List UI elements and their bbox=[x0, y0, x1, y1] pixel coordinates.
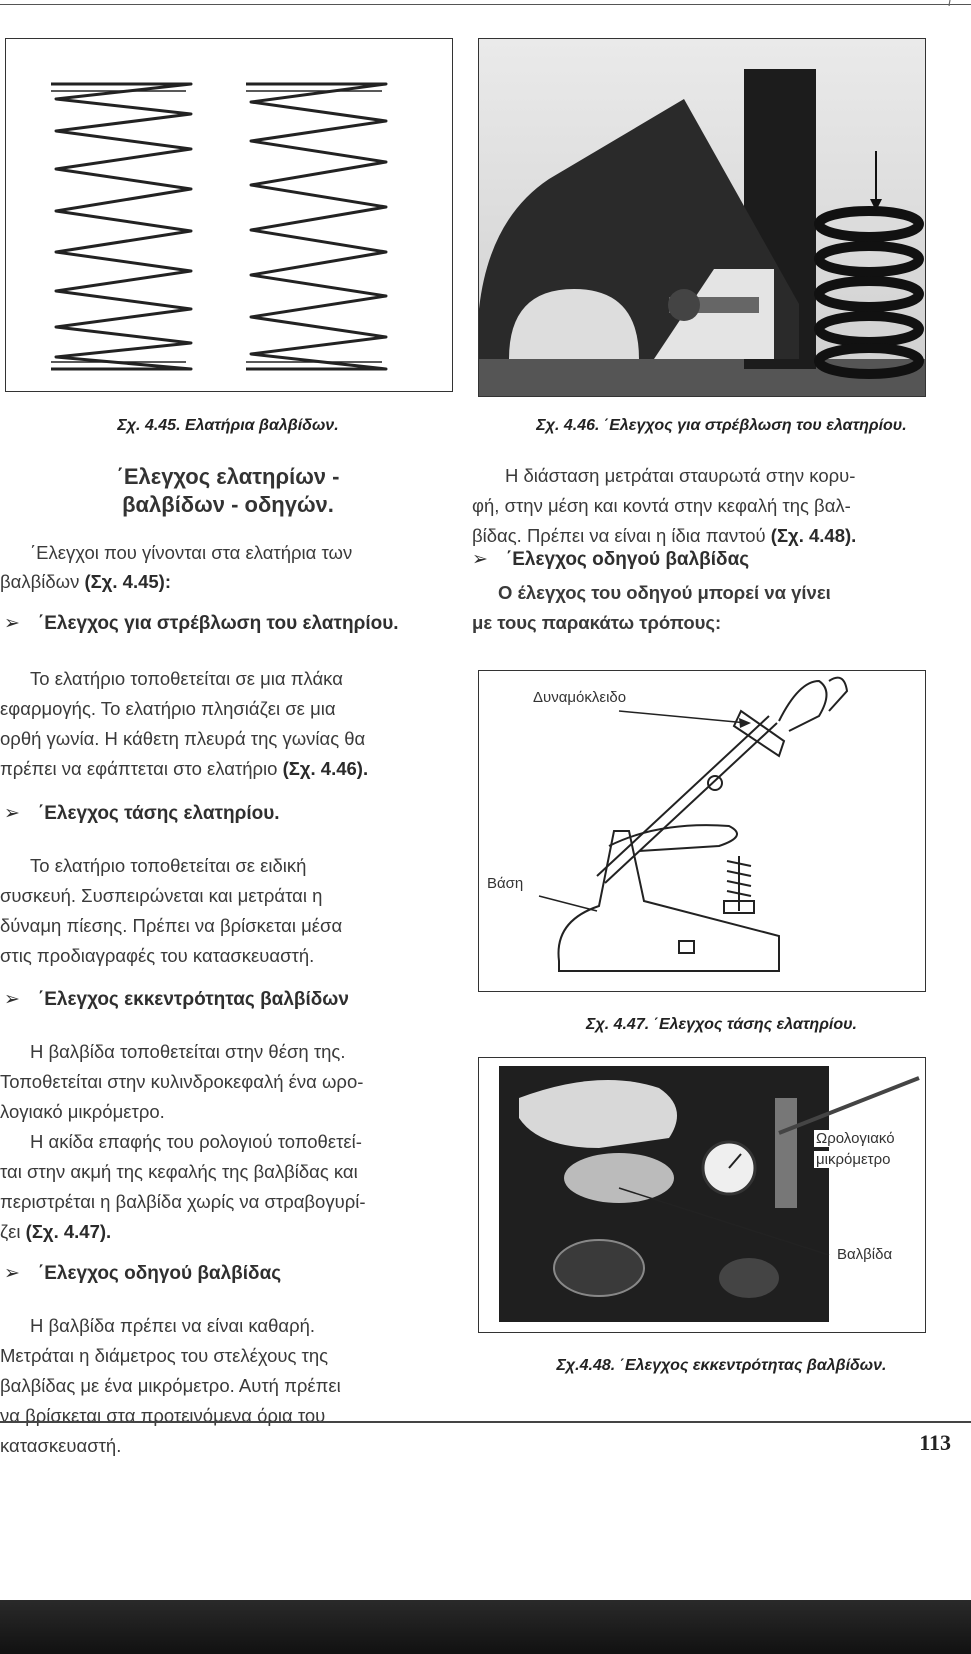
para-tension-line-1: Το ελατήριο τοποθετείται σε ειδική bbox=[30, 855, 307, 876]
para-guide-line-3: βαλβίδας με ένα μικρόμετρο. Αυτή πρέπει bbox=[0, 1375, 341, 1396]
para-guide-line-5: κατασκευαστή. bbox=[0, 1435, 122, 1456]
bullet-spring-tension bbox=[4, 802, 280, 825]
right-para-line-2: φή, στην μέση και κοντά στην κεφαλή της βαλ- bbox=[472, 495, 851, 516]
section-heading-line-1: ΄Ελεγχος ελατηρίων - bbox=[116, 464, 340, 489]
para-guide-line-2: Μετράται η διάμετρος του στελέχους της bbox=[0, 1345, 329, 1366]
figure-valve-runout-photo bbox=[478, 1057, 926, 1333]
figure-ref: (Σχ. 4.46). bbox=[282, 758, 369, 779]
para-runout-line-6: περιστρέται η βαλβίδα χωρίς να στραβογυρί- bbox=[0, 1191, 366, 1212]
right-bold-line-1: Ο έλεγχος του οδηγού μπορεί να γίνει bbox=[498, 582, 831, 603]
para-runout-line-7 bbox=[0, 1217, 111, 1246]
para-runout-line-4: Η ακίδα επαφής του ρολογιού τοποθετεί- bbox=[30, 1131, 362, 1152]
para-text: πρέπει να εφάπτεται στο ελατήριο bbox=[0, 758, 283, 779]
para-tension-line-4: στις προδιαγραφές του κατασκευαστή. bbox=[0, 945, 315, 966]
para-text: βίδας. Πρέπει να είναι η ίδια παντού bbox=[472, 525, 771, 546]
intro-line-2 bbox=[0, 567, 171, 596]
caption-fig-4-46: Σχ. 4.46. ΄Ελεγχος για στρέβλωση του ελατηρίου. bbox=[536, 417, 907, 434]
para-runout-line-3: λογιακό μικρόμετρο. bbox=[0, 1101, 165, 1122]
bullet-label: ΄Ελεγχος εκκεντρότητας βαλβίδων bbox=[37, 989, 349, 1010]
bullet-label: ΄Ελεγχος για στρέβλωση του ελατηρίου. bbox=[37, 613, 399, 634]
para-guide-line-1: Η βαλβίδα πρέπει να είναι καθαρή. bbox=[30, 1315, 316, 1336]
intro-text: βαλβίδων bbox=[0, 571, 85, 592]
section-heading-line-2: βαλβίδων - οδηγών. bbox=[122, 492, 334, 517]
bullet-spring-squareness bbox=[4, 612, 399, 635]
caption-fig-4-47: Σχ. 4.47. ΄Ελεγχος τάσης ελατηρίου. bbox=[586, 1016, 857, 1033]
squareness-photo-drawing bbox=[479, 39, 925, 396]
para-runout-line-5: ται στην ακμή της κεφαλής της βαλβίδας και bbox=[0, 1161, 358, 1182]
header-rule bbox=[0, 4, 971, 5]
para-runout-line-1: Η βαλβίδα τοποθετείται στην θέση της. bbox=[30, 1041, 346, 1062]
right-bold-line-2: με τους παρακάτω τρόπους: bbox=[472, 612, 722, 633]
label-torque-wrench: Δυναμόκλειδο bbox=[533, 689, 627, 706]
bullet-label: ΄Ελεγχος οδηγού βαλβίδας bbox=[37, 1263, 282, 1284]
scan-edge-band bbox=[0, 1600, 971, 1654]
bullet-right-valve-guide bbox=[472, 548, 749, 571]
bullet-arrow-icon: ➢ bbox=[4, 989, 20, 1010]
bullet-label: ΄Ελεγχος οδηγού βαλβίδας bbox=[505, 549, 750, 570]
running-head: ι bbox=[948, 0, 951, 9]
bullet-arrow-icon: ➢ bbox=[4, 1263, 20, 1284]
label-dial-gauge-line-1: Ωρολογιακό bbox=[816, 1130, 895, 1147]
figure-ref: (Σχ. 4.48). bbox=[770, 525, 857, 546]
para-squareness-line-2: εφαρμογής. Το ελατήριο πλησιάζει σε μια bbox=[0, 698, 336, 719]
runout-photo-drawing bbox=[479, 1058, 925, 1332]
spring-tester-drawing bbox=[479, 671, 925, 991]
figure-ref: (Σχ. 4.47). bbox=[25, 1221, 112, 1242]
right-para-line-1: Η διάσταση μετράται σταυρωτά στην κορυ- bbox=[505, 465, 856, 486]
intro-line-1: ΄Ελεγχοι που γίνονται στα ελατήρια των bbox=[30, 542, 353, 563]
para-guide-line-4: να βρίσκεται στα προτεινόμενα όρια του bbox=[0, 1405, 326, 1426]
para-squareness-line-4 bbox=[0, 754, 368, 783]
figure-spring-squareness-photo bbox=[478, 38, 926, 397]
label-dial-gauge-line-2: μικρόμετρο bbox=[816, 1151, 891, 1168]
right-para-line-3 bbox=[472, 521, 856, 550]
para-squareness-line-3: ορθή γωνία. Η κάθετη πλευρά της γωνίας θα bbox=[0, 728, 366, 749]
bullet-arrow-icon: ➢ bbox=[4, 613, 20, 634]
bullet-arrow-icon: ➢ bbox=[4, 803, 20, 824]
bullet-label: ΄Ελεγχος τάσης ελατηρίου. bbox=[37, 803, 280, 824]
para-tension-line-2: συσκευή. Συσπειρώνεται και μετράται η bbox=[0, 885, 323, 906]
para-tension-line-3: δύναμη πίεσης. Πρέπει να βρίσκεται μέσα bbox=[0, 915, 343, 936]
page-number: 113 bbox=[919, 1430, 951, 1455]
label-base: Βάση bbox=[487, 875, 524, 892]
figure-spring-tension-tester bbox=[478, 670, 926, 992]
caption-fig-4-48: Σχ.4.48. ΄Ελεγχος εκκεντρότητας βαλβίδων. bbox=[556, 1357, 887, 1374]
figure-valve-springs bbox=[5, 38, 453, 392]
label-valve: Βαλβίδα bbox=[837, 1246, 893, 1263]
bullet-valve-runout bbox=[4, 988, 349, 1011]
valve-springs-drawing bbox=[6, 39, 452, 391]
para-text: ζει bbox=[0, 1221, 26, 1242]
footer-rule bbox=[0, 1421, 971, 1423]
para-runout-line-2: Τοποθετείται στην κυλινδροκεφαλή ένα ωρο- bbox=[0, 1071, 364, 1092]
caption-fig-4-45: Σχ. 4.45. Ελατήρια βαλβίδων. bbox=[117, 417, 339, 434]
bullet-valve-guide bbox=[4, 1262, 281, 1285]
para-squareness-line-1: Το ελατήριο τοποθετείται σε μια πλάκα bbox=[30, 668, 343, 689]
bullet-arrow-icon: ➢ bbox=[472, 549, 488, 570]
intro-figure-ref: (Σχ. 4.45): bbox=[84, 571, 172, 592]
